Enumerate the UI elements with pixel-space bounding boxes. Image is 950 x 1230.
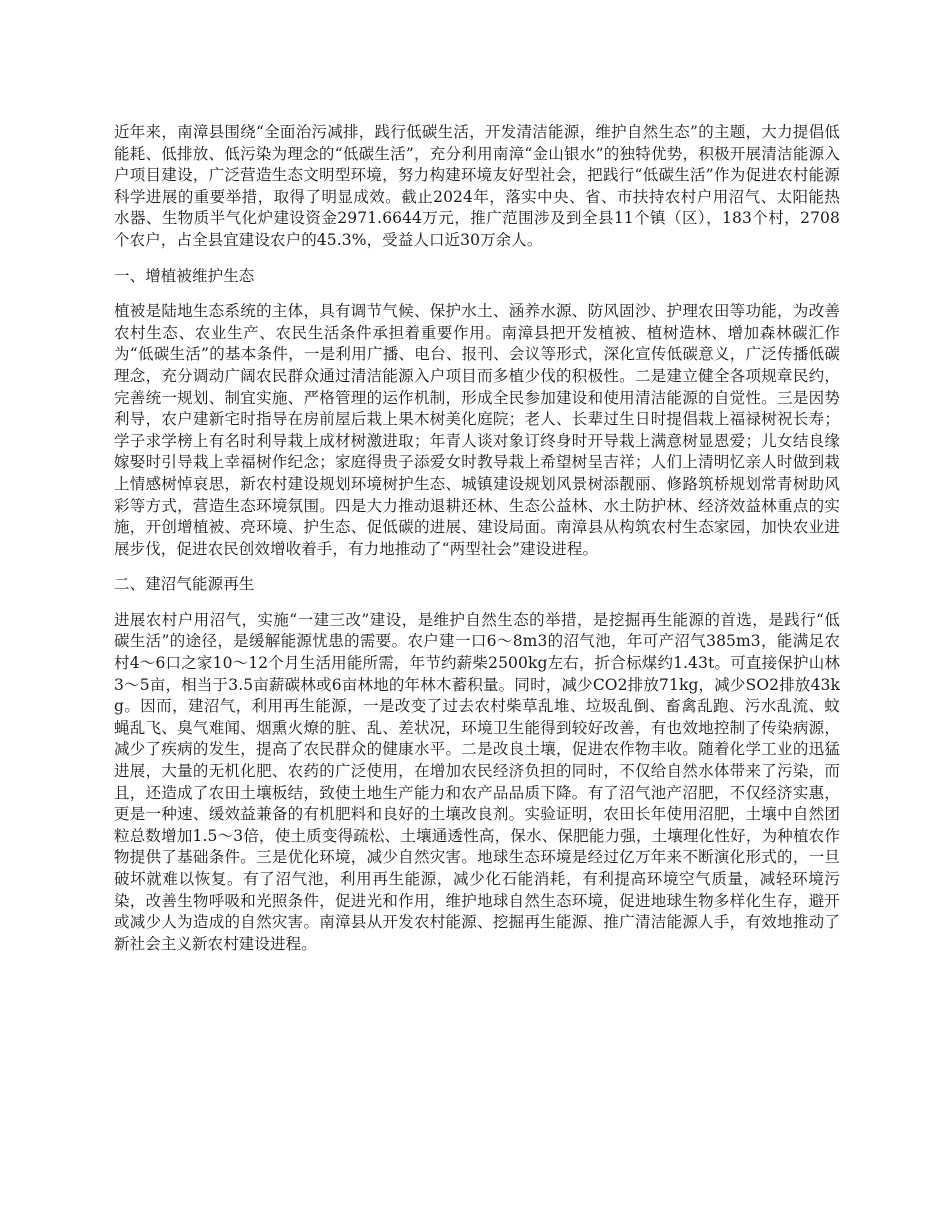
- document-body: [114, 122, 840, 969]
- section-heading-biogas: 二、建沼气能源再生: [114, 575, 255, 594]
- section-heading-vegetation: 一、增植被维护生态: [114, 266, 255, 285]
- intro-paragraph: 近年来，南漳县围绕“全面治污减排，践行低碳生活，开发清洁能源，维护自然生态”的主题，大力提倡低能耗、低排放、低污染为理念的“低碳生活”，充分利用南漳“金山银水”的独特优势，积极开展清洁能源入户项目建设，广泛营造生态文明型环境，努力构建环境友好型社会，把践行“低碳生活”作为促进农村能源科学进展的重要举措，取得了明显成效。截止2024年，落实中央、省、市扶持农村户用沼气、太阳能热水器、生物质半气化炉建设资金2971.6644万元，推广范围涉及到全县11个镇（区），183个村，2708个农户，占全县宜建设农户的45.3%，受益人口近30万余人。: [114, 123, 840, 249]
- vegetation-paragraph: 植被是陆地生态系统的主体，具有调节气候、保护水土、涵养水源、防风固沙、护理农田等功能，为改善农村生态、农业生产、农民生活条件承担着重要作用。南漳县把开发植被、植树造林、增加森林碳汇作为“低碳生活”的基本条件，一是利用广播、电台、报刊、会议等形式，深化宣传低碳意义，广泛传播低碳理念，充分调动广阔农民群众通过清洁能源入户项目而多植少伐的积极性。二是建立健全各项规章民约，完善统一规划、制宜实施、严格管理的运作机制，形成全民参加建设和使用清洁能源的自觉性。三是因势利导，农户建新宅时指导在房前屋后栽上果木树美化庭院；老人、长辈过生日时提倡栽上福禄树祝长寿；学子求学榜上有名时利导栽上成材树激进取；年青人谈对象订终身时开导栽上满意树显恩爱；儿女结良缘嫁娶时引导栽上幸福树作纪念；家庭得贵子添爱女时教导栽上希望树呈吉祥；人们上清明忆亲人时做到栽上情感树悼哀思，新农村建设规划环境树护生态、城镇建设规划风景树添靓丽、修路筑桥规划常青树助风彩等方式，营造生态环境氛围。四是大力推动退耕还林、生态公益林、水土防护林、经济效益林重点的实施，开创增植被、亮环境、护生态、促低碳的进展、建设局面。南漳县从构筑农村生态家园，加快农业进展步伐，促进农民创效增收着手，有力地推动了“两型社会”建设进程。: [114, 302, 840, 558]
- biogas-paragraph: 进展农村户用沼气，实施“一建三改”建设，是维护自然生态的举措，是挖掘再生能源的首选，是践行“低碳生活”的途径，是缓解能源忧患的需要。农户建一口6～8m3的沼气池，年可产沼气385m3，能满足农村4～6口之家10～12个月生活用能所需，年节约薪柴2500kg左右，折合标煤约1.43t。可直接保护山林3～5亩，相当于3.5亩薪碳林或6亩林地的年林木蓄积量。同时，减少CO2排放71kg，减少SO2排放43kg。因而，建沼气，利用再生能源，一是改变了过去农村柴草乱堆、垃圾乱倒、畜禽乱跑、污水乱流、蚊蝇乱飞、臭气难闻、烟熏火燎的脏、乱、差状况，环境卫生能得到较好改善，有也效地控制了传染病源，减少了疾病的发生，提高了农民群众的健康水平。二是改良土壤，促进农作物丰收。随着化学工业的迅猛进展，大量的无机化肥、农药的广泛使用，在增加农民经济负担的同时，不仅给自然水体带来了污染，而且，还造成了农田土壤板结，致使土地生产能力和农产品品质下降。有了沼气池产沼肥，不仅经济实惠，更是一种速、缓效益兼备的有机肥料和良好的土壤改良剂。实验证明，农田长年使用沼肥，土壤中自然团粒总数增加1.5～3倍，使土质变得疏松、土壤通透性高，保水、保肥能力强，土壤理化性好，为种植农作物提供了基础条件。三是优化环境，减少自然灾害。地球生态环境是经过亿万年来不断演化形式的，一旦破坏就难以恢复。有了沼气池，利用再生能源，减少化石能消耗，有利提高环境空气质量，减轻环境污染，改善生物呼吸和光照条件，促进光和作用，维护地球自然生态环境，促进地球生物多样化生存，避开或减少人为造成的自然灾害。南漳县从开发农村能源、挖掘再生能源、推广清洁能源人手，有效地推动了新社会主义新农村建设进程。: [114, 610, 840, 953]
